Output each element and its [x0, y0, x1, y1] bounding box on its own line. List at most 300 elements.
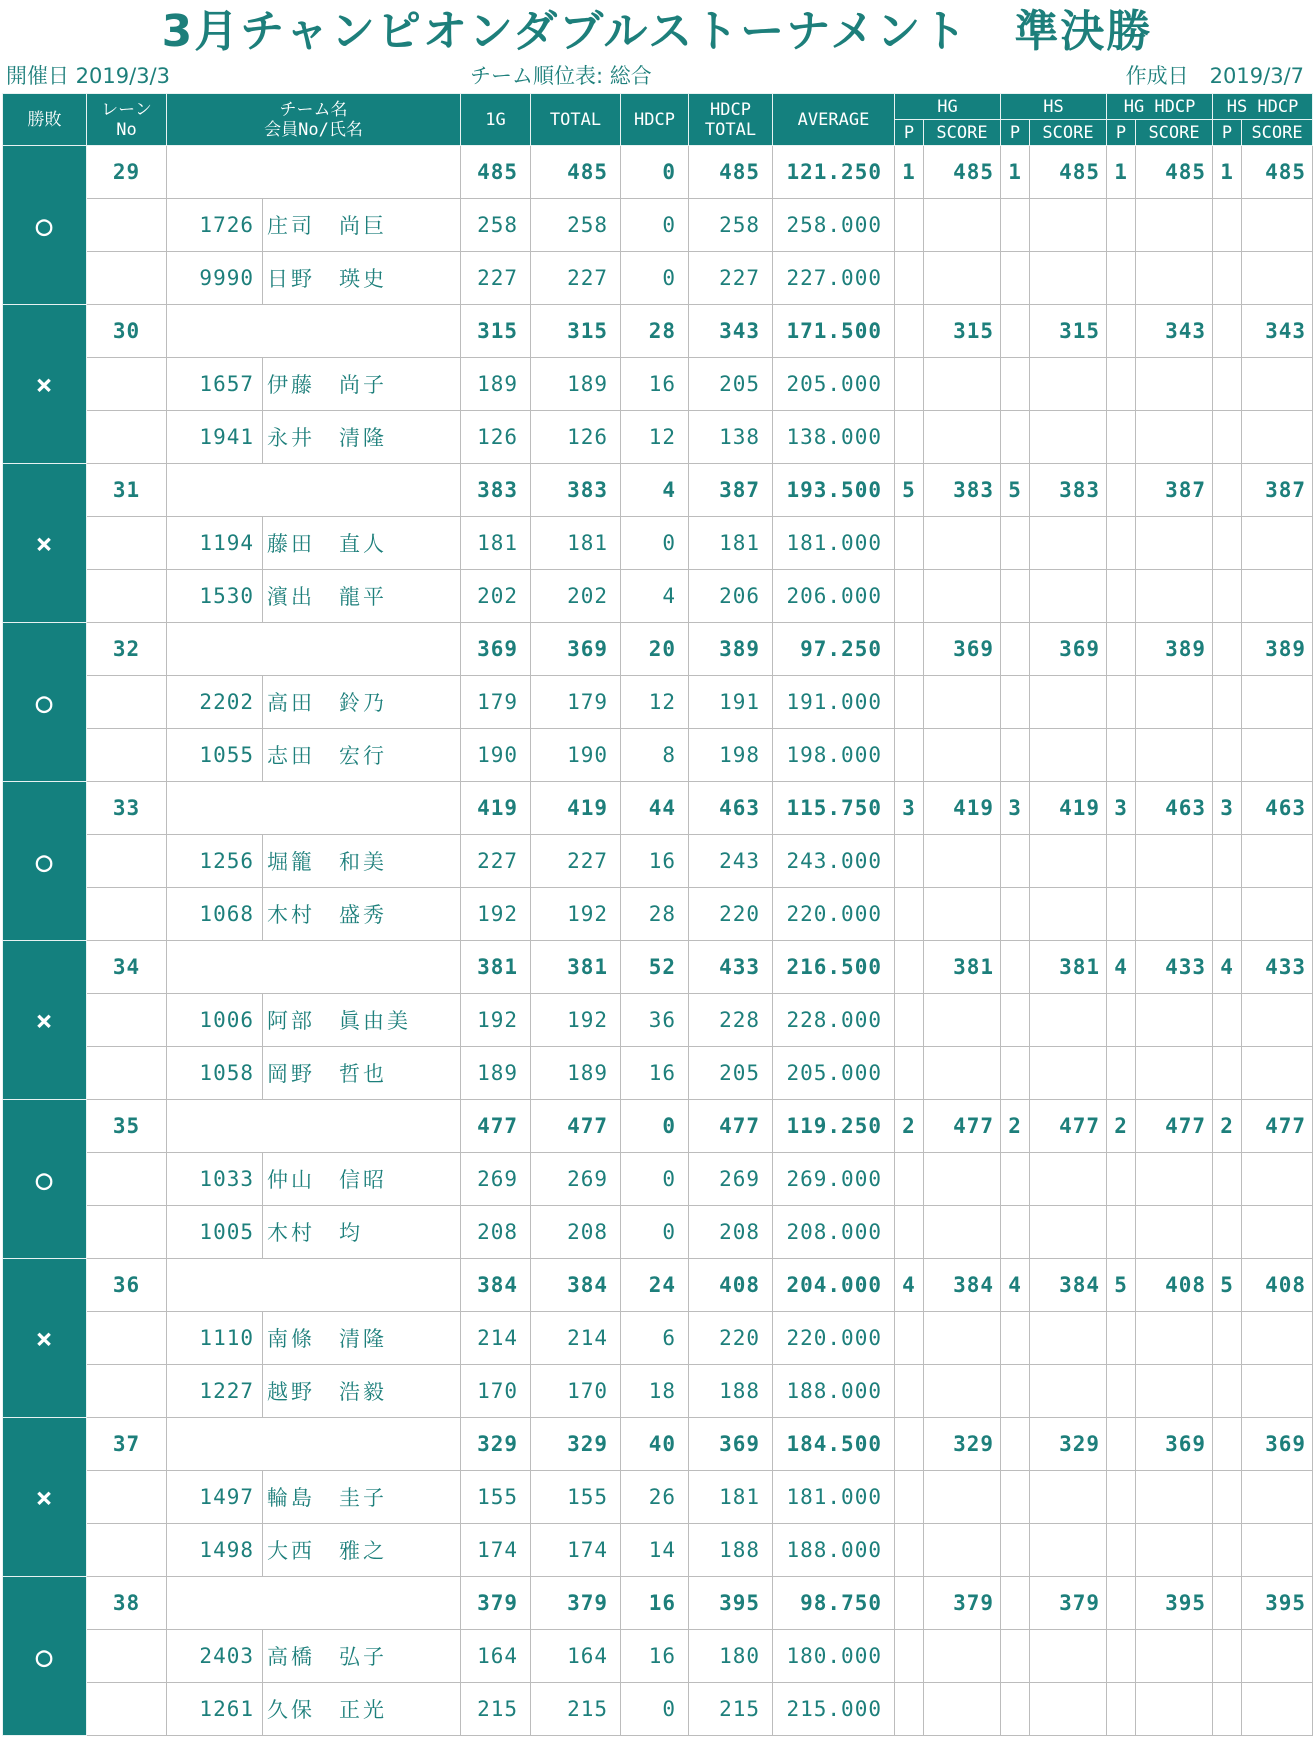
empty-cell — [1030, 1683, 1107, 1736]
member-number: 1110 — [167, 1312, 263, 1365]
empty-cell — [1136, 888, 1213, 941]
lane-empty — [87, 358, 167, 411]
member-hdcp-total: 208 — [689, 1206, 773, 1259]
empty-cell — [1242, 570, 1313, 623]
member-1g: 190 — [461, 729, 531, 782]
empty-cell — [1136, 1047, 1213, 1100]
member-average: 188.000 — [773, 1524, 895, 1577]
lane-number: 32 — [87, 623, 167, 676]
win-lose-mark: × — [3, 1418, 87, 1577]
empty-cell — [924, 517, 1001, 570]
header-hs-hdcp-p: P — [1213, 120, 1242, 146]
table-header — [3, 94, 1313, 146]
team-name-cell — [167, 305, 461, 358]
empty-cell — [1242, 676, 1313, 729]
empty-cell — [1001, 1312, 1030, 1365]
empty-cell — [895, 1365, 924, 1418]
member-row — [3, 517, 1313, 570]
hg-score: 383 — [924, 464, 1001, 517]
member-hdcp: 16 — [621, 835, 689, 888]
team-total: 315 — [531, 305, 621, 358]
hs-position — [1001, 941, 1030, 994]
member-number: 1530 — [167, 570, 263, 623]
empty-cell — [1136, 994, 1213, 1047]
created-date: 作成日 2019/3/7 — [1125, 64, 1304, 88]
lane-empty — [87, 1153, 167, 1206]
member-number: 1657 — [167, 358, 263, 411]
header-hs-hdcp-score: SCORE — [1242, 120, 1313, 146]
header-hg-p: P — [895, 120, 924, 146]
hs-hdcp-score: 477 — [1242, 1100, 1313, 1153]
team-name-cell — [167, 1259, 461, 1312]
empty-cell — [1213, 1630, 1242, 1683]
team-hdcp-total: 485 — [689, 146, 773, 199]
team-1g: 369 — [461, 623, 531, 676]
member-hdcp: 0 — [621, 252, 689, 305]
team-hdcp: 28 — [621, 305, 689, 358]
member-hdcp-total: 227 — [689, 252, 773, 305]
empty-cell — [1107, 358, 1136, 411]
team-average: 184.500 — [773, 1418, 895, 1471]
empty-cell — [1107, 994, 1136, 1047]
empty-cell — [1001, 358, 1030, 411]
empty-cell — [1136, 1630, 1213, 1683]
empty-cell — [895, 1630, 924, 1683]
empty-cell — [1213, 1153, 1242, 1206]
lane-number: 36 — [87, 1259, 167, 1312]
member-hdcp-total: 220 — [689, 888, 773, 941]
header-hg-hdcp: HG HDCP — [1107, 94, 1213, 120]
empty-cell — [1030, 1471, 1107, 1524]
empty-cell — [1107, 1153, 1136, 1206]
win-lose-mark: × — [3, 305, 87, 464]
team-hdcp-total: 463 — [689, 782, 773, 835]
team-row — [3, 1418, 1313, 1471]
member-1g: 155 — [461, 1471, 531, 1524]
member-hdcp-total: 188 — [689, 1365, 773, 1418]
member-total: 189 — [531, 358, 621, 411]
hg-hdcp-score: 343 — [1136, 305, 1213, 358]
hs-hdcp-score: 343 — [1242, 305, 1313, 358]
empty-cell — [1030, 1312, 1107, 1365]
lane-number: 37 — [87, 1418, 167, 1471]
member-name: 大西 雅之 — [263, 1524, 461, 1577]
hg-hdcp-position — [1107, 305, 1136, 358]
member-total: 269 — [531, 1153, 621, 1206]
member-hdcp-total: 243 — [689, 835, 773, 888]
empty-cell — [1107, 199, 1136, 252]
hg-hdcp-position — [1107, 623, 1136, 676]
team-hdcp-total: 389 — [689, 623, 773, 676]
hs-position: 2 — [1001, 1100, 1030, 1153]
member-name: 岡野 哲也 — [263, 1047, 461, 1100]
lane-empty — [87, 835, 167, 888]
member-number: 1256 — [167, 835, 263, 888]
member-row — [3, 676, 1313, 729]
empty-cell — [1107, 1471, 1136, 1524]
member-total: 202 — [531, 570, 621, 623]
team-row — [3, 464, 1313, 517]
header-hg: HG — [895, 94, 1001, 120]
member-name: 南條 清隆 — [263, 1312, 461, 1365]
hs-hdcp-score: 387 — [1242, 464, 1313, 517]
header-hdcp-total: HDCP TOTAL — [689, 94, 773, 146]
team-1g: 329 — [461, 1418, 531, 1471]
member-average: 181.000 — [773, 517, 895, 570]
hg-position — [895, 1418, 924, 1471]
member-total: 214 — [531, 1312, 621, 1365]
team-1g: 384 — [461, 1259, 531, 1312]
member-hdcp-total: 191 — [689, 676, 773, 729]
empty-cell — [1030, 994, 1107, 1047]
empty-cell — [924, 570, 1001, 623]
lane-empty — [87, 676, 167, 729]
team-total: 369 — [531, 623, 621, 676]
empty-cell — [1030, 411, 1107, 464]
empty-cell — [1107, 252, 1136, 305]
hg-hdcp-score: 369 — [1136, 1418, 1213, 1471]
member-total: 215 — [531, 1683, 621, 1736]
empty-cell — [1107, 888, 1136, 941]
member-number: 1194 — [167, 517, 263, 570]
hg-hdcp-position — [1107, 1577, 1136, 1630]
member-hdcp-total: 188 — [689, 1524, 773, 1577]
empty-cell — [1107, 1683, 1136, 1736]
member-row — [3, 1153, 1313, 1206]
hg-hdcp-position — [1107, 464, 1136, 517]
empty-cell — [1030, 570, 1107, 623]
empty-cell — [1213, 835, 1242, 888]
hs-hdcp-position — [1213, 1577, 1242, 1630]
empty-cell — [924, 994, 1001, 1047]
empty-cell — [1242, 411, 1313, 464]
lane-empty — [87, 729, 167, 782]
team-hdcp-total: 395 — [689, 1577, 773, 1630]
team-name-cell — [167, 941, 461, 994]
empty-cell — [1107, 1524, 1136, 1577]
member-average: 220.000 — [773, 888, 895, 941]
member-hdcp: 12 — [621, 676, 689, 729]
member-total: 227 — [531, 835, 621, 888]
team-total: 379 — [531, 1577, 621, 1630]
empty-cell — [1136, 517, 1213, 570]
header-hg-hdcp-score: SCORE — [1136, 120, 1213, 146]
hs-position: 4 — [1001, 1259, 1030, 1312]
member-hdcp: 0 — [621, 1153, 689, 1206]
empty-cell — [924, 1683, 1001, 1736]
team-name-cell — [167, 1100, 461, 1153]
hs-score: 329 — [1030, 1418, 1107, 1471]
empty-cell — [1001, 888, 1030, 941]
team-hdcp-total: 369 — [689, 1418, 773, 1471]
hs-hdcp-score: 433 — [1242, 941, 1313, 994]
member-number: 2202 — [167, 676, 263, 729]
empty-cell — [924, 1206, 1001, 1259]
lane-number: 29 — [87, 146, 167, 199]
member-hdcp-total: 181 — [689, 1471, 773, 1524]
member-hdcp: 16 — [621, 1047, 689, 1100]
member-hdcp-total: 181 — [689, 517, 773, 570]
header-win-lose: 勝敗 — [3, 94, 87, 146]
team-total: 477 — [531, 1100, 621, 1153]
team-total: 419 — [531, 782, 621, 835]
member-name: 日野 瑛史 — [263, 252, 461, 305]
empty-cell — [924, 835, 1001, 888]
empty-cell — [1030, 199, 1107, 252]
empty-cell — [1030, 676, 1107, 729]
member-average: 215.000 — [773, 1683, 895, 1736]
hg-hdcp-position: 2 — [1107, 1100, 1136, 1153]
empty-cell — [924, 252, 1001, 305]
empty-cell — [895, 835, 924, 888]
empty-cell — [1136, 252, 1213, 305]
team-hdcp-total: 387 — [689, 464, 773, 517]
member-hdcp: 0 — [621, 1206, 689, 1259]
member-row — [3, 1471, 1313, 1524]
member-total: 181 — [531, 517, 621, 570]
lane-empty — [87, 888, 167, 941]
hs-hdcp-position: 2 — [1213, 1100, 1242, 1153]
empty-cell — [895, 1471, 924, 1524]
hg-position — [895, 623, 924, 676]
member-total: 258 — [531, 199, 621, 252]
member-name: 堀籠 和美 — [263, 835, 461, 888]
member-1g: 170 — [461, 1365, 531, 1418]
empty-cell — [1242, 252, 1313, 305]
member-1g: 227 — [461, 252, 531, 305]
hg-hdcp-score: 433 — [1136, 941, 1213, 994]
member-row — [3, 729, 1313, 782]
empty-cell — [1213, 729, 1242, 782]
member-number: 1068 — [167, 888, 263, 941]
hs-score: 477 — [1030, 1100, 1107, 1153]
member-hdcp: 36 — [621, 994, 689, 1047]
member-row — [3, 1683, 1313, 1736]
hg-hdcp-score: 463 — [1136, 782, 1213, 835]
hs-position — [1001, 623, 1030, 676]
member-hdcp: 26 — [621, 1471, 689, 1524]
empty-cell — [1242, 835, 1313, 888]
empty-cell — [895, 994, 924, 1047]
member-hdcp-total: 205 — [689, 1047, 773, 1100]
member-1g: 214 — [461, 1312, 531, 1365]
empty-cell — [1242, 1471, 1313, 1524]
header-average: AVERAGE — [773, 94, 895, 146]
member-total: 174 — [531, 1524, 621, 1577]
team-row — [3, 305, 1313, 358]
member-1g: 202 — [461, 570, 531, 623]
empty-cell — [1107, 676, 1136, 729]
empty-cell — [1213, 1365, 1242, 1418]
hg-hdcp-score: 477 — [1136, 1100, 1213, 1153]
empty-cell — [924, 888, 1001, 941]
empty-cell — [895, 1524, 924, 1577]
empty-cell — [1136, 1471, 1213, 1524]
member-1g: 269 — [461, 1153, 531, 1206]
win-lose-mark: ○ — [3, 1100, 87, 1259]
team-hdcp: 0 — [621, 1100, 689, 1153]
hg-hdcp-score: 395 — [1136, 1577, 1213, 1630]
empty-cell — [1107, 729, 1136, 782]
empty-cell — [1107, 411, 1136, 464]
member-name: 伊藤 尚子 — [263, 358, 461, 411]
hs-hdcp-score: 463 — [1242, 782, 1313, 835]
empty-cell — [895, 1683, 924, 1736]
hg-hdcp-position: 1 — [1107, 146, 1136, 199]
member-number: 1497 — [167, 1471, 263, 1524]
hg-hdcp-score: 387 — [1136, 464, 1213, 517]
hs-hdcp-position: 1 — [1213, 146, 1242, 199]
hs-position: 1 — [1001, 146, 1030, 199]
hg-position: 2 — [895, 1100, 924, 1153]
hs-hdcp-position: 5 — [1213, 1259, 1242, 1312]
team-name-cell — [167, 1418, 461, 1471]
member-hdcp: 0 — [621, 517, 689, 570]
win-lose-mark: ○ — [3, 623, 87, 782]
win-lose-mark: ○ — [3, 1577, 87, 1736]
hs-score: 383 — [1030, 464, 1107, 517]
member-row — [3, 1206, 1313, 1259]
empty-cell — [1136, 570, 1213, 623]
member-hdcp-total: 258 — [689, 199, 773, 252]
empty-cell — [1213, 1047, 1242, 1100]
header-hs-p: P — [1001, 120, 1030, 146]
lane-empty — [87, 1471, 167, 1524]
member-hdcp-total: 198 — [689, 729, 773, 782]
member-number: 1055 — [167, 729, 263, 782]
empty-cell — [895, 358, 924, 411]
empty-cell — [924, 1365, 1001, 1418]
empty-cell — [1242, 1206, 1313, 1259]
member-total: 190 — [531, 729, 621, 782]
empty-cell — [924, 1471, 1001, 1524]
member-name: 輪島 圭子 — [263, 1471, 461, 1524]
member-1g: 227 — [461, 835, 531, 888]
empty-cell — [1242, 994, 1313, 1047]
member-row — [3, 199, 1313, 252]
team-name-cell — [167, 1577, 461, 1630]
member-hdcp: 18 — [621, 1365, 689, 1418]
hs-hdcp-score: 485 — [1242, 146, 1313, 199]
team-row — [3, 941, 1313, 994]
team-average: 119.250 — [773, 1100, 895, 1153]
empty-cell — [1001, 994, 1030, 1047]
empty-cell — [1136, 1683, 1213, 1736]
empty-cell — [924, 1630, 1001, 1683]
empty-cell — [895, 1153, 924, 1206]
team-1g: 315 — [461, 305, 531, 358]
member-1g: 164 — [461, 1630, 531, 1683]
member-average: 138.000 — [773, 411, 895, 464]
member-number: 1058 — [167, 1047, 263, 1100]
hg-position: 4 — [895, 1259, 924, 1312]
empty-cell — [1242, 729, 1313, 782]
hg-hdcp-position: 3 — [1107, 782, 1136, 835]
hg-score: 485 — [924, 146, 1001, 199]
lane-empty — [87, 1365, 167, 1418]
empty-cell — [1001, 1630, 1030, 1683]
member-name: 高橋 弘子 — [263, 1630, 461, 1683]
table-body — [3, 146, 1313, 1736]
team-row — [3, 146, 1313, 199]
standings-table — [2, 93, 1313, 1736]
member-hdcp: 14 — [621, 1524, 689, 1577]
hg-position — [895, 1577, 924, 1630]
team-hdcp: 0 — [621, 146, 689, 199]
member-total: 208 — [531, 1206, 621, 1259]
member-name: 志田 宏行 — [263, 729, 461, 782]
empty-cell — [1213, 1206, 1242, 1259]
hs-hdcp-score: 408 — [1242, 1259, 1313, 1312]
empty-cell — [895, 676, 924, 729]
hg-hdcp-score: 408 — [1136, 1259, 1213, 1312]
win-lose-mark: × — [3, 1259, 87, 1418]
win-lose-mark: ○ — [3, 782, 87, 941]
member-name: 庄司 尚巨 — [263, 199, 461, 252]
hg-score: 315 — [924, 305, 1001, 358]
empty-cell — [1107, 1206, 1136, 1259]
hg-position: 3 — [895, 782, 924, 835]
member-number: 1498 — [167, 1524, 263, 1577]
member-1g: 192 — [461, 994, 531, 1047]
team-total: 329 — [531, 1418, 621, 1471]
hs-score: 384 — [1030, 1259, 1107, 1312]
member-number: 1033 — [167, 1153, 263, 1206]
header-total: TOTAL — [531, 94, 621, 146]
team-hdcp-total: 408 — [689, 1259, 773, 1312]
empty-cell — [1030, 517, 1107, 570]
hg-score: 329 — [924, 1418, 1001, 1471]
hg-score: 379 — [924, 1577, 1001, 1630]
empty-cell — [1136, 1206, 1213, 1259]
member-hdcp-total: 138 — [689, 411, 773, 464]
empty-cell — [1213, 358, 1242, 411]
empty-cell — [895, 1312, 924, 1365]
member-name: 越野 浩毅 — [263, 1365, 461, 1418]
member-average: 180.000 — [773, 1630, 895, 1683]
empty-cell — [1030, 729, 1107, 782]
member-name: 木村 盛秀 — [263, 888, 461, 941]
empty-cell — [1136, 1153, 1213, 1206]
team-hdcp: 16 — [621, 1577, 689, 1630]
hg-hdcp-score: 485 — [1136, 146, 1213, 199]
member-hdcp: 16 — [621, 358, 689, 411]
empty-cell — [924, 411, 1001, 464]
team-average: 98.750 — [773, 1577, 895, 1630]
team-name-cell — [167, 623, 461, 676]
member-average: 227.000 — [773, 252, 895, 305]
hs-hdcp-position — [1213, 464, 1242, 517]
member-number: 1006 — [167, 994, 263, 1047]
empty-cell — [1030, 1630, 1107, 1683]
empty-cell — [1213, 411, 1242, 464]
empty-cell — [1001, 676, 1030, 729]
empty-cell — [1030, 1206, 1107, 1259]
team-hdcp: 24 — [621, 1259, 689, 1312]
empty-cell — [924, 1153, 1001, 1206]
hs-score: 381 — [1030, 941, 1107, 994]
hs-hdcp-score: 369 — [1242, 1418, 1313, 1471]
empty-cell — [1107, 835, 1136, 888]
empty-cell — [1030, 252, 1107, 305]
empty-cell — [1107, 570, 1136, 623]
team-1g: 383 — [461, 464, 531, 517]
empty-cell — [924, 1047, 1001, 1100]
hg-hdcp-position — [1107, 1418, 1136, 1471]
member-hdcp: 16 — [621, 1630, 689, 1683]
member-hdcp-total: 269 — [689, 1153, 773, 1206]
empty-cell — [895, 570, 924, 623]
